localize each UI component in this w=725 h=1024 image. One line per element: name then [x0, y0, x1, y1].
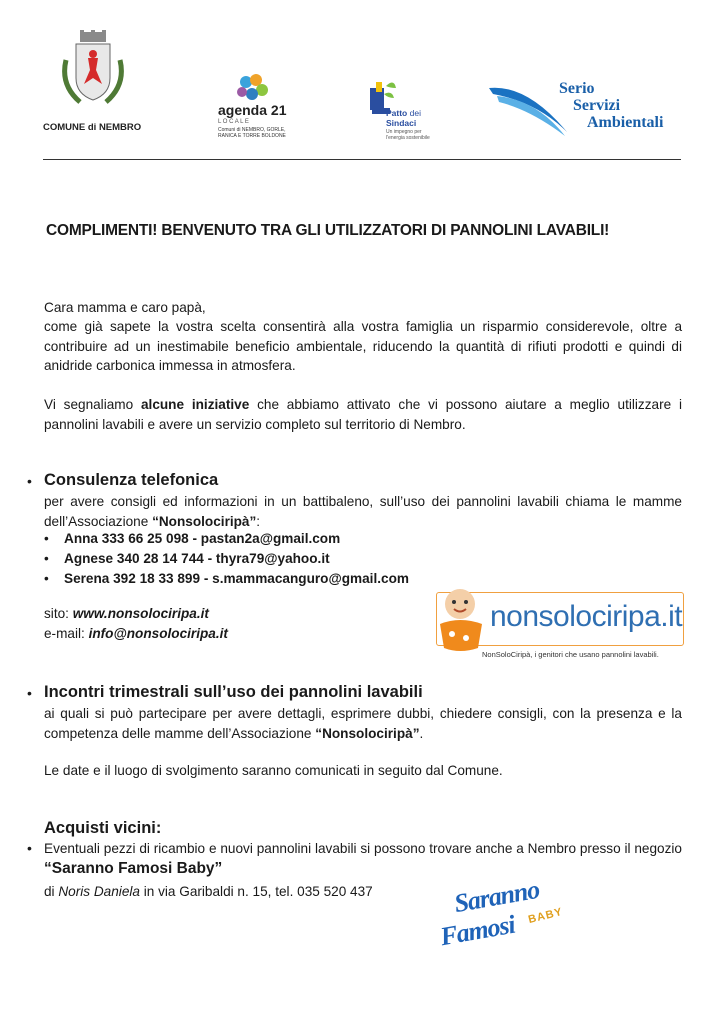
nonsolociripa-caption: NonSoloCiripà, i genitori che usano pannolini lavabili. — [482, 650, 659, 659]
patto-sindaci-logo — [368, 78, 448, 142]
page-title: COMPLIMENTI! BENVENUTO TRA GLI UTILIZZATORI DI PANNOLINI LAVABILI! — [46, 222, 610, 239]
serio-line-2: Servizi — [573, 97, 621, 114]
acquisti-text — [44, 839, 682, 878]
intro-line-1: Cara mamma e caro papà, — [44, 300, 206, 315]
header-divider — [43, 159, 681, 160]
patto-title-2: Sindaci — [386, 118, 417, 128]
site-link[interactable]: www.nonsolociripa.it — [72, 606, 209, 621]
incontri-text-bold: “Nonsolociripà” — [315, 725, 420, 741]
agenda21-flower-icon — [232, 72, 272, 104]
incontri-bullet: • — [27, 685, 32, 701]
acquisti-address — [44, 882, 373, 902]
patto-caption-1: Un impegno per — [386, 129, 422, 135]
agenda21-caption-1: Comuni di NEMBRO, GORLE, — [218, 127, 286, 133]
agenda21-logo — [214, 72, 294, 142]
initiatives-text-a: Vi segnaliamo — [44, 397, 141, 412]
patto-caption-2: l'energia sostenibile — [386, 135, 430, 141]
acquisti-title: Acquisti vicini: — [44, 819, 162, 837]
contact-agnese: Agnese 340 28 14 744 - thyra79@yahoo.it — [64, 551, 330, 566]
saranno-famosi-logo — [434, 874, 574, 960]
site-label: sito: — [44, 606, 73, 621]
nonsolociripa-logo — [432, 586, 684, 664]
agenda21-sub: L O C A L E — [218, 119, 249, 125]
famosi-word: Famosi — [437, 909, 517, 952]
contact-item: • Serena 392 18 33 899 - s.mammacanguro@gmail.com — [44, 571, 409, 586]
contact-item: • Agnese 340 28 14 744 - thyra79@yahoo.it — [44, 551, 330, 566]
initiatives-paragraph — [44, 395, 682, 434]
consulenza-text-a: per avere consigli ed informazioni in un battibaleno, sull’uso dei pannolini lavabili chiama le mamme dell’Associazione — [44, 494, 682, 529]
owner-name: Noris Daniela — [58, 884, 140, 899]
patto-title-1b: dei — [409, 108, 421, 118]
consulenza-text — [44, 492, 682, 531]
site-line — [44, 604, 209, 624]
shop-name: “Saranno Famosi Baby” — [44, 859, 223, 877]
incontri-title: Incontri trimestrali sull’uso dei pannolini lavabili — [44, 683, 423, 701]
baby-word: BABY — [527, 905, 565, 927]
email-label: e-mail: — [44, 626, 89, 641]
acquisti-line2-a: di — [44, 884, 59, 899]
serio-servizi-logo — [487, 80, 687, 140]
comune-crest — [58, 30, 128, 112]
agenda21-caption-2: RANICA E TORRE BOLDONE — [218, 133, 286, 139]
comune-label: COMUNE di NEMBRO — [43, 122, 142, 133]
contact-list — [44, 529, 464, 589]
serio-line-1: Serio — [559, 80, 595, 97]
initiatives-text-b: che abbiamo attivato che vi possono aiutare a meglio utilizzare i pannolini lavabili e avere un servizio completo sul territorio di Nembro. — [44, 397, 682, 432]
saranno-word: Saranno — [452, 874, 542, 919]
consulenza-bullet: • — [27, 473, 32, 489]
incontri-text-b: . — [419, 725, 424, 741]
contact-anna: Anna 333 66 25 098 - pastan2a@gmail.com — [64, 531, 341, 546]
patto-title-1: Patto — [386, 108, 408, 118]
initiatives-bold: alcune iniziative — [140, 397, 250, 412]
incontri-text — [44, 704, 682, 743]
serio-line-3: Ambientali — [587, 114, 664, 131]
incontri-note: Le date e il luogo di svolgimento saranno comunicati in seguito dal Comune. — [44, 763, 503, 778]
email-line — [44, 624, 228, 644]
agenda21-title: agenda 21 — [218, 102, 287, 118]
acquisti-line2-b: in via Garibaldi n. 15, tel. 035 520 437 — [139, 884, 373, 899]
acquisti-text-a: Eventuali pezzi di ricambio e nuovi pannolini lavabili si possono trovare anche a Nembro presso il negozio — [44, 841, 682, 856]
baby-icon — [432, 586, 490, 656]
consulenza-title: Consulenza telefonica — [44, 471, 219, 489]
contact-serena: Serena 392 18 33 899 - s.mammacanguro@gmail.com — [64, 571, 409, 586]
intro-paragraph: come già sapete la vostra scelta consentirà alla vostra famiglia un risparmio considerevole, oltre a contribuire ad un inestimabile beneficio ambientale, riducendo la quantità di rifiuti prodotti e quindi di anidride carbonica immessa in atmosfera. — [44, 319, 682, 373]
email-link[interactable]: info@nonsolociripa.it — [88, 626, 228, 641]
consulenza-text-b: : — [256, 513, 261, 529]
nonsolociripa-brand: nonsolociripa.it — [490, 600, 683, 633]
consulenza-text-bold: “Nonsolociripà” — [152, 513, 257, 529]
acquisti-bullet: • — [27, 840, 32, 856]
incontri-text-a: ai quali si può partecipare per avere dettagli, esprimere dubbi, chiedere consigli, con la presenza e la competenza delle mamme dell’Associazione — [44, 706, 682, 741]
contact-item: • Anna 333 66 25 098 - pastan2a@gmail.com — [44, 531, 341, 546]
